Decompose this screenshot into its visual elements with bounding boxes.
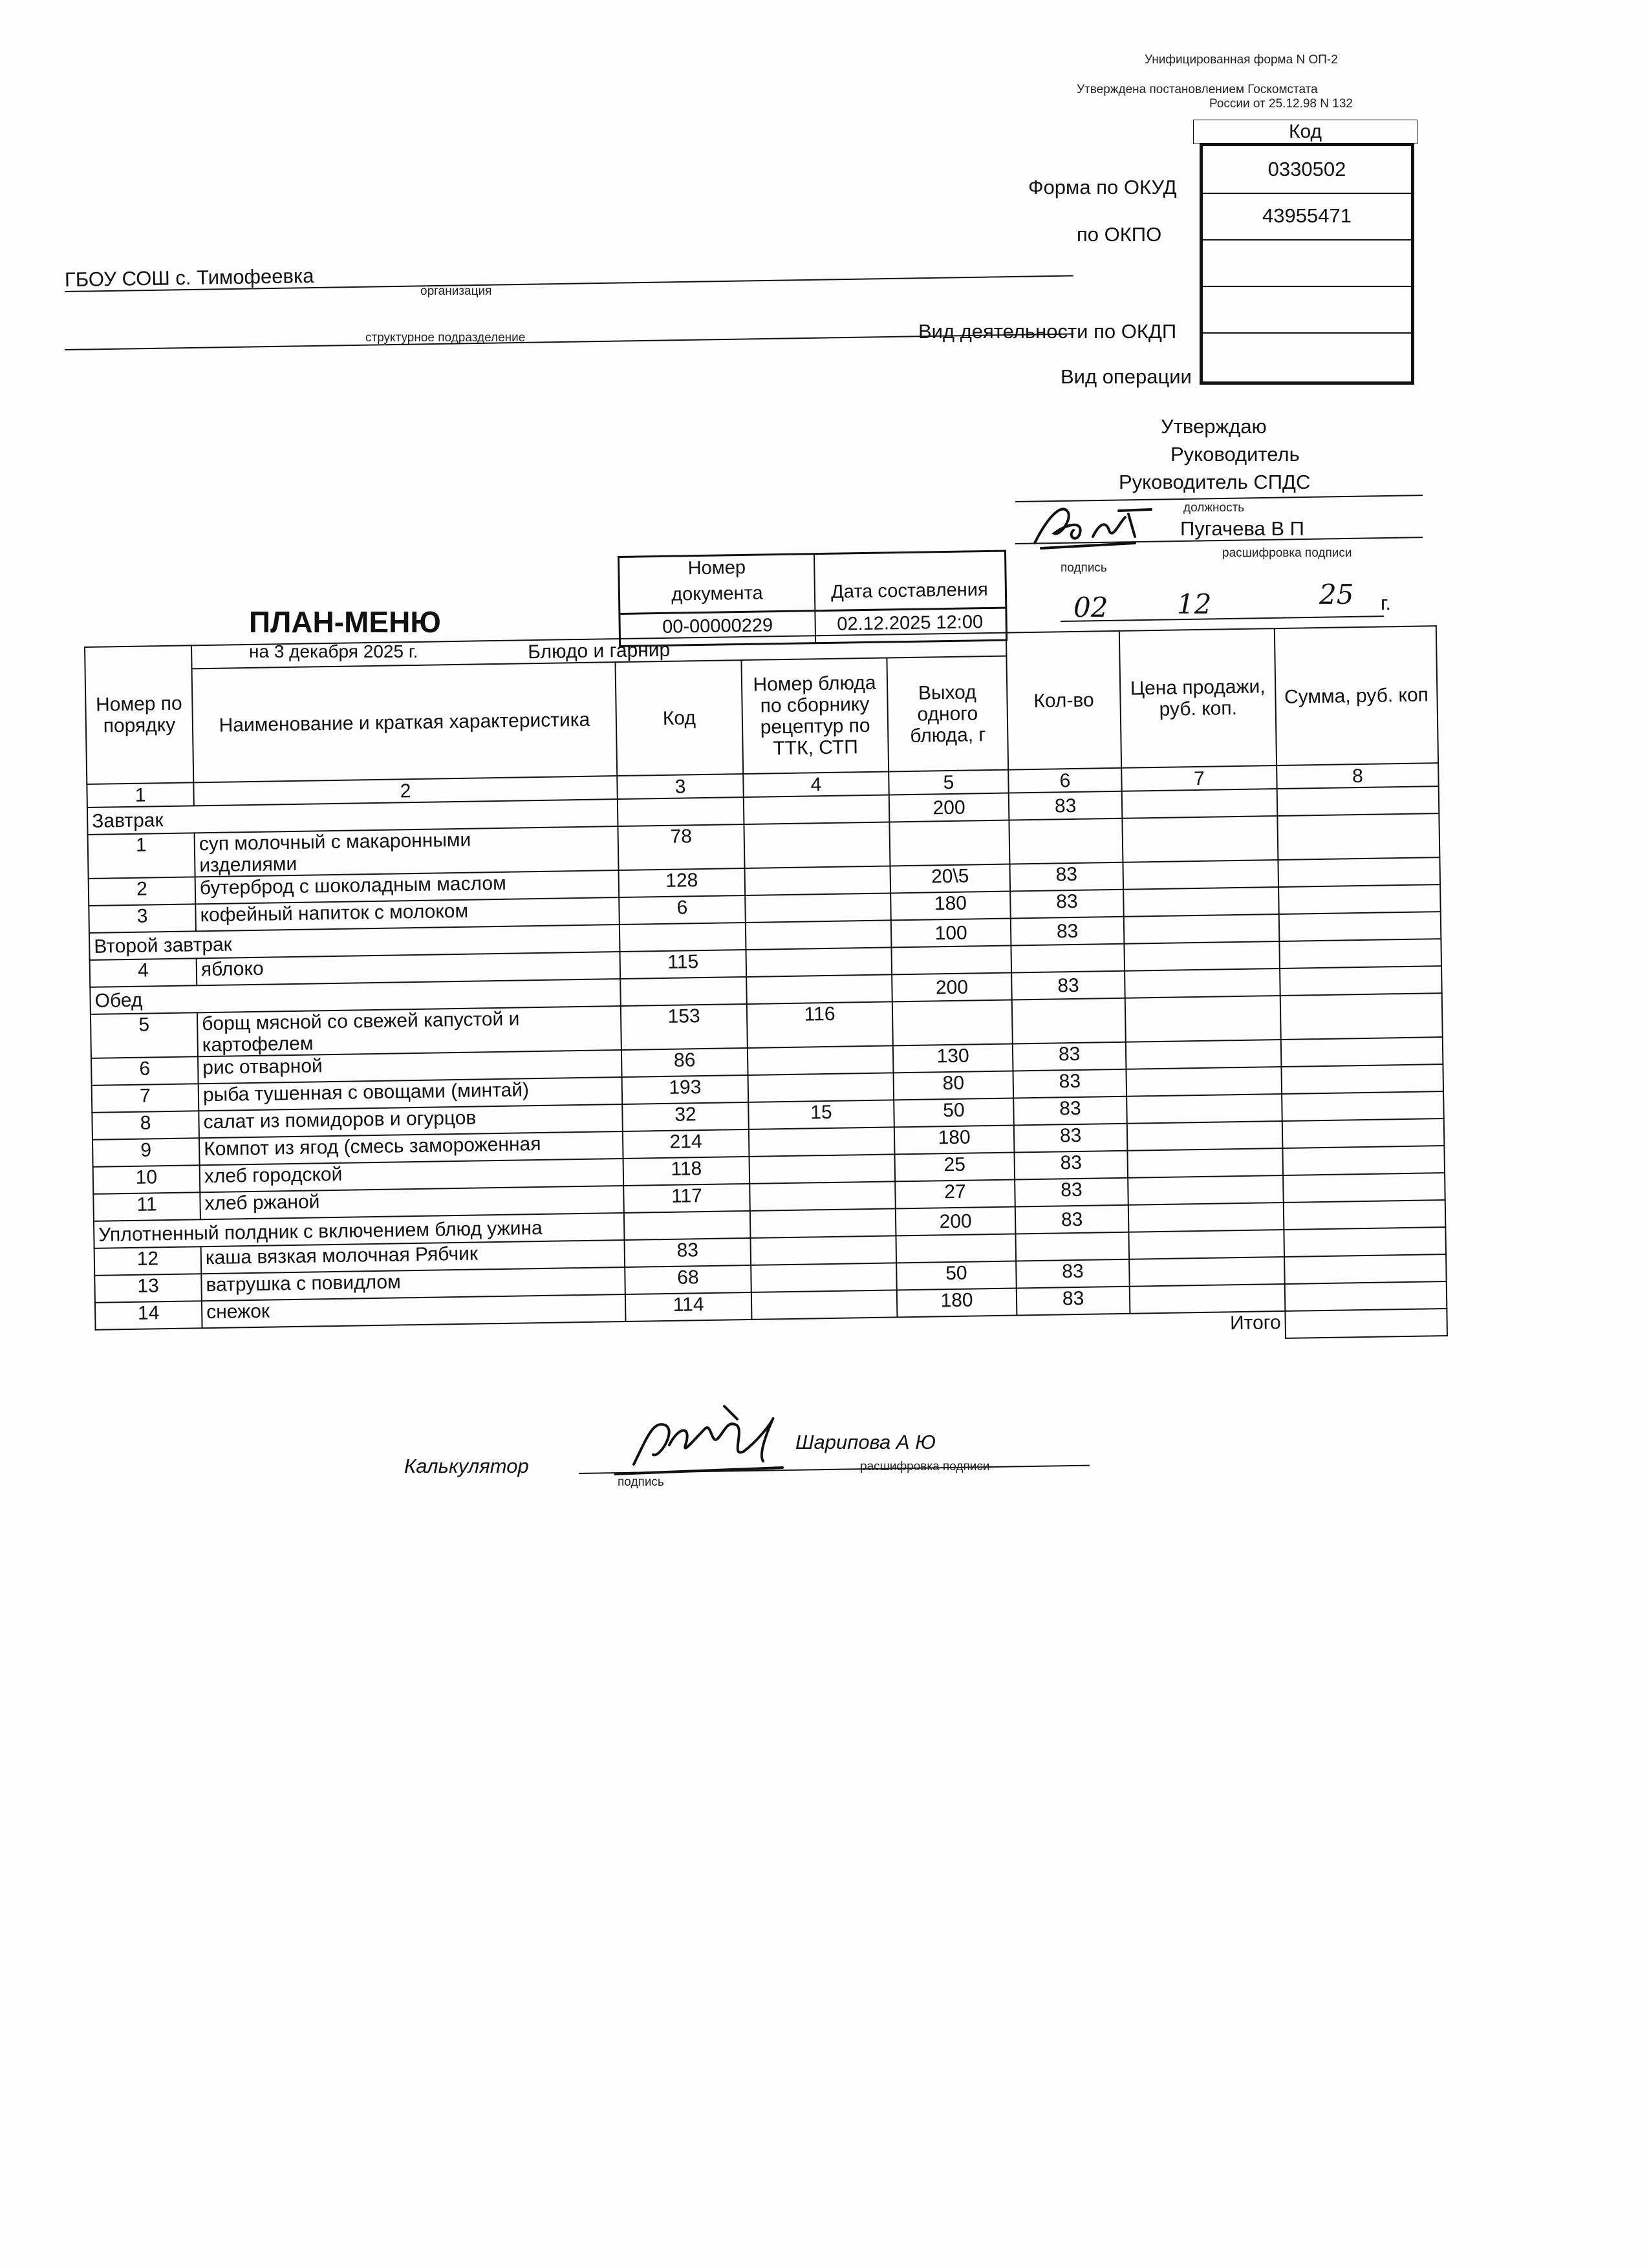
section-sum (1279, 912, 1441, 941)
approve-year-suffix: г. (1381, 592, 1392, 614)
operation-value (1203, 332, 1411, 375)
col-sum-header: Сумма, руб. коп (1275, 626, 1438, 765)
item-price (1123, 860, 1278, 890)
item-recipe (751, 1263, 897, 1292)
item-price (1127, 1148, 1283, 1178)
section-sum (1280, 966, 1442, 996)
approve-decode-caption: расшифровка подписи (1222, 546, 1352, 560)
document-title: ПЛАН-МЕНЮ (249, 605, 441, 639)
approve-date-day: 02 (1073, 592, 1108, 623)
item-price (1125, 996, 1281, 1042)
section-yield: 100 (891, 919, 1011, 948)
section-yield: 200 (889, 793, 1009, 822)
section-recipe (746, 974, 892, 1004)
item-number: 8 (92, 1111, 199, 1140)
item-qty: 83 (1016, 1259, 1130, 1289)
section-code (618, 797, 744, 826)
codes-title: Код (1193, 120, 1417, 144)
item-number: 1 (88, 833, 195, 879)
item-number: 4 (90, 958, 197, 987)
col-number: 1 (87, 782, 194, 808)
item-name-line1: ватрушка с повидлом (206, 1271, 401, 1296)
item-qty (1009, 818, 1123, 864)
section-sum (1284, 1200, 1446, 1230)
section-price (1128, 1203, 1284, 1232)
approve-signature-caption: подпись (1061, 561, 1107, 575)
organization-name: ГБОУ СОШ с. Тимофеевка (64, 264, 314, 292)
item-price (1128, 1230, 1284, 1259)
okpo-value: 43955471 (1203, 193, 1411, 241)
document-subtitle: на 3 декабря 2025 г. (249, 641, 418, 661)
section-recipe (744, 795, 890, 824)
col-name-header: Наименование и краткая характеристика (192, 662, 618, 782)
okpo-extra (1203, 239, 1411, 287)
item-number: 9 (92, 1138, 200, 1167)
item-name-line2: изделиями (199, 853, 297, 877)
section-yield: 200 (896, 1206, 1016, 1236)
approve-role1: Руководитель (1170, 443, 1300, 465)
item-sum (1282, 1091, 1444, 1121)
item-name-line1: Компот из ягод (смесь замороженная (203, 1133, 541, 1161)
item-yield (896, 1234, 1016, 1263)
item-recipe (750, 1236, 896, 1265)
item-sum (1284, 1254, 1447, 1284)
menu-table (84, 625, 1448, 1358)
operation-label: Вид операции (1061, 365, 1192, 388)
section-code (624, 1211, 751, 1240)
item-code: 114 (625, 1292, 752, 1321)
okdp-value (1203, 286, 1411, 334)
col-number: 6 (1008, 768, 1122, 793)
item-name-line2: картофелем (202, 1032, 314, 1056)
item-code: 78 (618, 824, 744, 870)
form-legal-line2: Утверждена постановлением Госкомстата (1077, 83, 1318, 96)
item-recipe (749, 1154, 896, 1184)
approve-date-year: 25 (1319, 579, 1354, 610)
calculator-name: Шарипова А Ю (795, 1431, 936, 1453)
section-qty: 83 (1015, 1205, 1129, 1234)
section-sum (1277, 786, 1439, 816)
item-sum (1284, 1227, 1446, 1257)
col-qty-header: Кол-во (1006, 631, 1121, 770)
approve-title: Утверждаю (1161, 415, 1267, 438)
item-recipe (746, 947, 892, 977)
item-number: 13 (94, 1274, 202, 1303)
item-price (1129, 1257, 1285, 1287)
group-header: Блюдо и гарнир (191, 633, 1006, 669)
section-qty: 83 (1011, 917, 1125, 946)
doc-date-value: 02.12.2025 12:00 (837, 612, 984, 635)
item-sum (1278, 884, 1441, 914)
item-qty: 83 (1015, 1178, 1128, 1207)
item-recipe (748, 1073, 894, 1102)
item-yield: 130 (893, 1044, 1013, 1073)
item-number: 2 (89, 877, 196, 906)
doc-date-header: Дата составления (830, 579, 988, 603)
item-number: 6 (91, 1056, 199, 1086)
section-recipe (750, 1208, 896, 1238)
item-recipe (749, 1181, 896, 1211)
item-name (197, 1006, 621, 1056)
form-legal-line1: Унифицированная форма N ОП-2 (1145, 53, 1338, 67)
item-code: 153 (621, 1004, 748, 1050)
item-qty (1012, 998, 1126, 1044)
item-qty: 83 (1013, 1069, 1127, 1098)
item-code: 117 (623, 1184, 750, 1213)
item-number: 11 (93, 1192, 200, 1221)
item-recipe: 116 (747, 1001, 893, 1048)
item-name-line1: салат из помидоров и огурцов (203, 1107, 477, 1133)
total-label: Итого (96, 1311, 1286, 1357)
section-recipe (746, 920, 892, 950)
approve-date-month: 12 (1177, 588, 1212, 620)
section-code (620, 923, 746, 952)
item-yield: 180 (897, 1288, 1017, 1317)
okpo-label: по ОКПО (1077, 223, 1162, 246)
okdp-label: Вид деятельности по ОКДП (918, 320, 1177, 343)
section-price (1124, 914, 1280, 944)
item-code: 128 (619, 868, 746, 897)
calculator-label: Калькулятор (404, 1455, 529, 1477)
section-title: Обед (90, 979, 621, 1014)
item-yield: 180 (894, 1126, 1015, 1155)
organization-caption: организация (420, 284, 492, 298)
okud-label: Форма по ОКУД (1028, 176, 1177, 198)
section-price (1122, 789, 1278, 818)
item-name-line1: яблоко (200, 957, 264, 981)
item-name-line1: бутерброд с шоколадным маслом (199, 872, 506, 899)
item-sum (1283, 1173, 1445, 1203)
section-title: Завтрак (87, 799, 618, 835)
item-price (1124, 941, 1280, 971)
section-qty: 83 (1009, 791, 1123, 820)
item-code: 214 (623, 1129, 749, 1159)
item-qty: 83 (1015, 1151, 1128, 1180)
col-price-header: Цена продажи, руб. коп. (1119, 628, 1277, 768)
codes-box (1193, 120, 1416, 380)
item-number: 3 (89, 904, 196, 933)
doc-number-header1: Номер (687, 557, 746, 579)
doc-number-header2: документа (671, 583, 763, 605)
section-qty: 83 (1011, 971, 1125, 1000)
item-sum (1281, 1064, 1443, 1094)
item-qty: 83 (1013, 1042, 1126, 1071)
item-sum (1282, 1118, 1445, 1148)
item-yield: 180 (890, 892, 1011, 921)
item-qty: 83 (1010, 862, 1124, 892)
item-name-line1: хлеб городской (204, 1163, 343, 1188)
item-sum (1280, 993, 1443, 1040)
item-code: 118 (623, 1157, 750, 1186)
okud-value: 0330502 (1203, 146, 1411, 194)
item-yield: 20\5 (890, 864, 1010, 893)
item-qty: 83 (1014, 1124, 1128, 1153)
item-name-line1: рис отварной (202, 1055, 323, 1079)
item-number: 7 (92, 1084, 199, 1113)
item-code: 115 (620, 950, 747, 979)
section-title: Уплотненный полдник с включением блюд ужина (94, 1213, 625, 1248)
item-price (1123, 887, 1279, 917)
item-qty (1015, 1232, 1129, 1261)
item-name-line1: хлеб ржаной (204, 1191, 320, 1215)
codes-grid (1200, 143, 1414, 385)
item-recipe (744, 822, 890, 868)
item-yield: 50 (894, 1098, 1014, 1128)
item-code: 6 (619, 895, 746, 925)
item-name-line1: снежок (206, 1300, 270, 1323)
item-qty: 83 (1013, 1097, 1127, 1126)
item-name-line1: рыба тушенная с овощами (минтай) (202, 1079, 530, 1106)
form-legal-line3: России от 25.12.98 N 132 (1209, 97, 1353, 111)
item-qty: 83 (1017, 1287, 1130, 1316)
item-sum (1279, 939, 1441, 968)
col-code-header: Код (615, 660, 743, 776)
item-recipe (751, 1290, 898, 1320)
item-code: 32 (622, 1102, 749, 1131)
approve-role2: Руководитель СПДС (1119, 471, 1311, 493)
item-name-line1: борщ мясной со свежей капустой и (201, 1008, 520, 1035)
item-price (1126, 1094, 1282, 1124)
item-name-line1: суп молочный с макаронными (199, 829, 471, 855)
item-qty: 83 (1010, 890, 1124, 919)
item-price (1126, 1040, 1282, 1069)
item-recipe (748, 1045, 894, 1075)
item-sum (1285, 1281, 1447, 1311)
col-number: 7 (1121, 765, 1277, 791)
unit-caption: структурное подразделение (365, 331, 526, 345)
item-name-line1: кофейный напиток с молоком (200, 900, 469, 926)
item-yield (892, 1000, 1013, 1046)
item-code: 193 (622, 1075, 749, 1104)
section-title: Второй завтрак (89, 925, 620, 960)
col-number: 8 (1277, 763, 1439, 789)
item-name (195, 826, 619, 877)
approve-date-line (1061, 615, 1384, 622)
item-yield: 27 (895, 1179, 1015, 1208)
item-yield: 80 (894, 1071, 1014, 1100)
approve-position-caption: должность (1183, 501, 1245, 515)
section-price (1125, 968, 1280, 998)
calculator-decode-caption: расшифровка подписи (860, 1460, 990, 1473)
item-code: 83 (625, 1238, 751, 1267)
col-number: 3 (617, 774, 744, 799)
section-yield: 200 (892, 973, 1012, 1002)
item-recipe: 15 (748, 1100, 894, 1129)
item-sum (1277, 813, 1439, 860)
col-yield-header: Выход одного блюда, г (887, 656, 1008, 772)
col-recipe-header: Номер блюда по сборнику рецептур по ТТК, СТП (741, 658, 889, 775)
item-number: 5 (91, 1012, 198, 1058)
item-number: 14 (95, 1301, 202, 1330)
item-number: 10 (93, 1165, 200, 1194)
item-sum (1278, 857, 1440, 887)
item-yield (889, 820, 1009, 866)
calculator-signature-caption: подпись (618, 1475, 664, 1489)
item-yield: 25 (894, 1153, 1015, 1182)
col-number: 4 (743, 771, 889, 797)
item-sum (1282, 1146, 1445, 1175)
col-number: 5 (889, 770, 1009, 795)
item-price (1122, 816, 1278, 862)
item-price (1127, 1121, 1283, 1151)
item-recipe (749, 1127, 895, 1157)
item-number: 12 (94, 1246, 202, 1276)
item-recipe (745, 866, 891, 895)
item-yield (891, 946, 1011, 975)
item-name-line1: каша вязкая молочная Рябчик (205, 1243, 479, 1269)
total-sum (1285, 1309, 1447, 1338)
doc-number-value: 00-00000229 (662, 615, 773, 637)
director-signature (1022, 498, 1190, 556)
item-yield: 50 (896, 1261, 1017, 1290)
col-number: 2 (193, 776, 617, 806)
item-price (1128, 1175, 1284, 1205)
item-code: 86 (621, 1048, 748, 1077)
col-order-header: Номер по порядку (85, 645, 193, 784)
item-price (1126, 1067, 1282, 1097)
item-recipe (745, 893, 891, 923)
item-qty (1011, 944, 1125, 973)
section-code (620, 977, 747, 1006)
item-code: 68 (625, 1265, 751, 1294)
item-sum (1281, 1037, 1443, 1067)
item-price (1130, 1284, 1286, 1314)
approve-name: Пугачева В П (1180, 517, 1304, 540)
